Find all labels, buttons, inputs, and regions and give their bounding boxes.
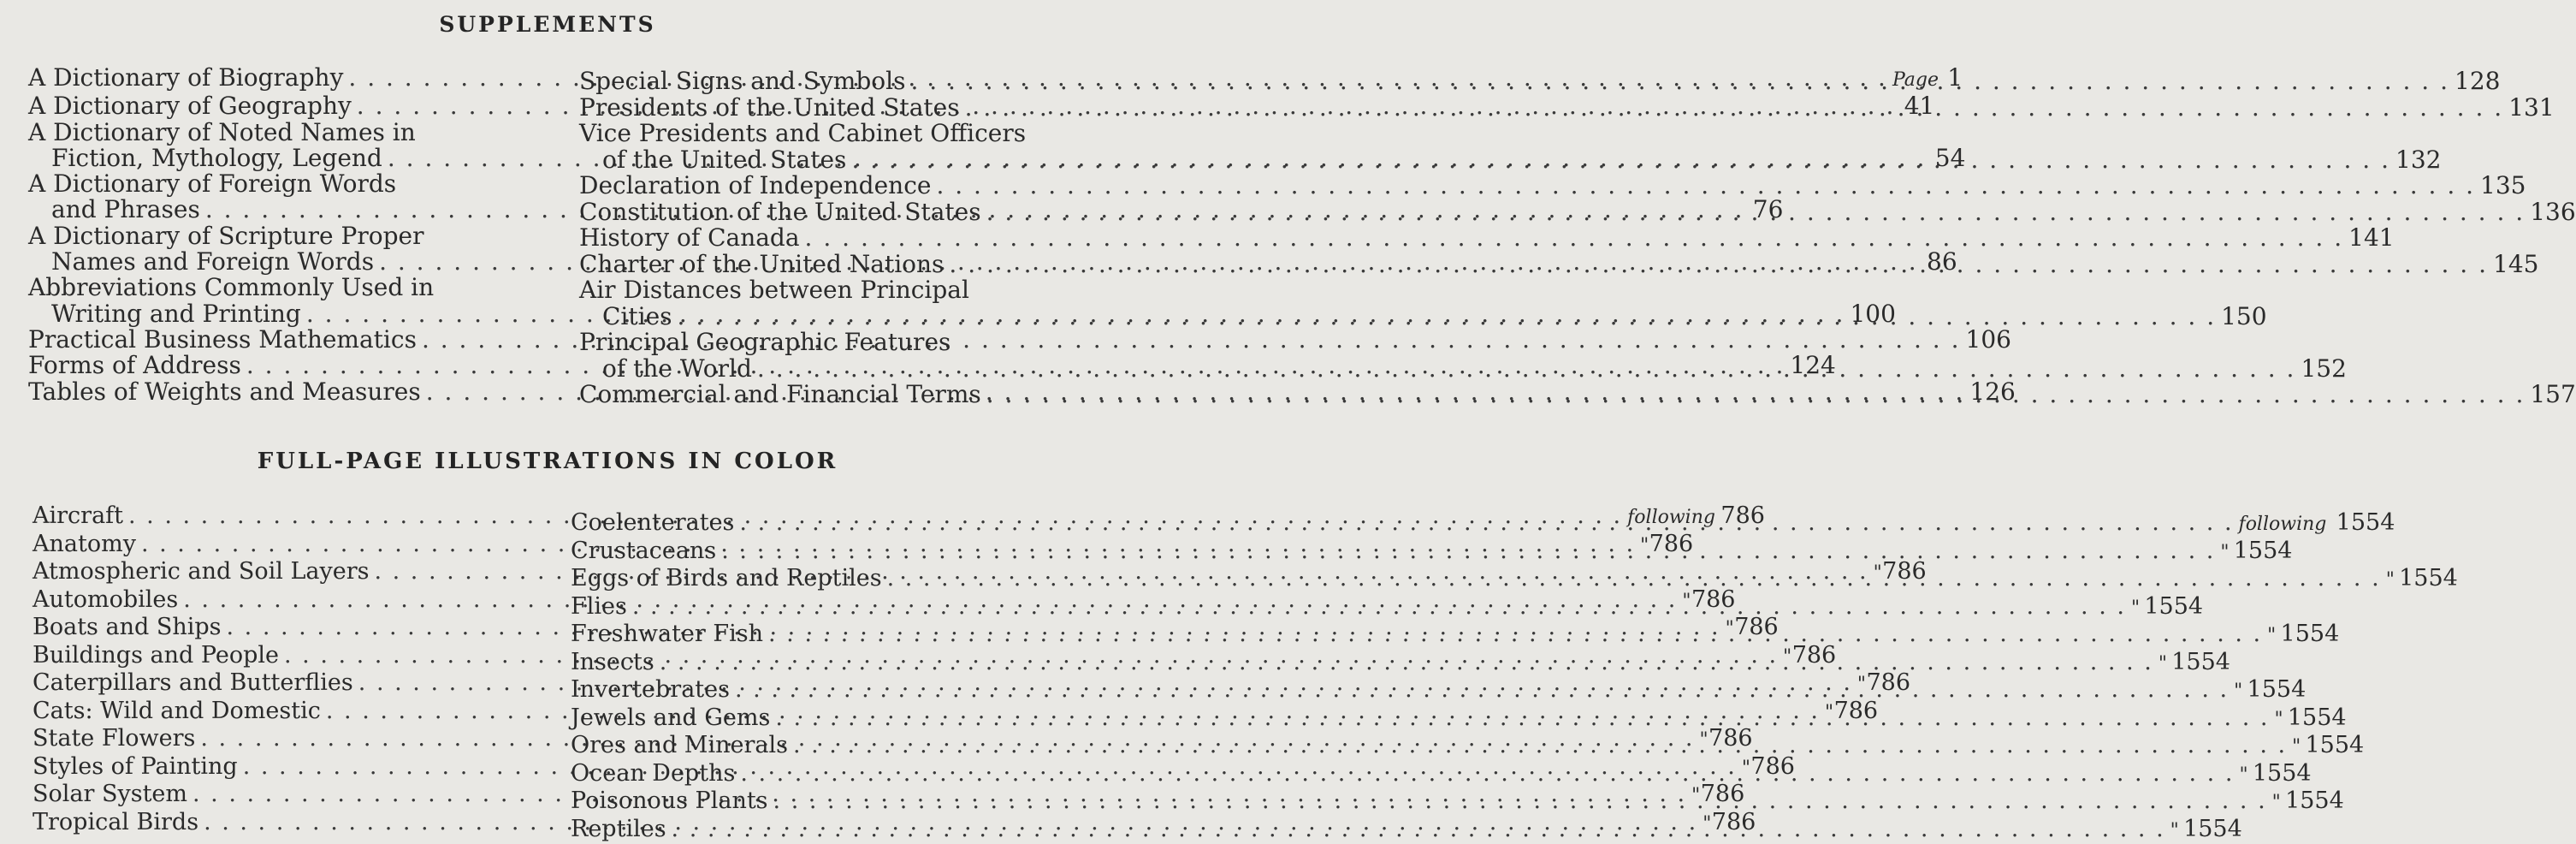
entry-title: Tables of Weights and Measures (28, 379, 421, 405)
entry-title: Poisonous Plants (571, 788, 768, 815)
entry-title: Ocean Depths (571, 761, 735, 788)
dot-leader (739, 510, 2233, 537)
toc-entry (28, 65, 536, 93)
illustration-entry (33, 559, 533, 587)
ditto-mark: " (2239, 763, 2247, 789)
toc-entry (28, 197, 536, 223)
toc-entry (579, 68, 1089, 95)
illustration-entry (33, 754, 533, 782)
entry-title: Styles of Painting (33, 754, 238, 781)
page-number: 1554 (2331, 510, 2395, 537)
page-number: 135 (2480, 173, 2514, 199)
entry-title: Jewels and Gems (571, 705, 770, 732)
page-number: 1554 (2301, 733, 2364, 759)
dot-leader (887, 566, 2381, 592)
entry-title: A Dictionary of Noted Names in (28, 120, 416, 146)
toc-entry-line (28, 120, 536, 146)
entry-title: Writing and Printing (51, 301, 301, 327)
entry-title: Charter of the United Nations (579, 252, 944, 278)
illustration-entry (571, 677, 1090, 705)
dot-leader (740, 761, 2234, 788)
entry-title: Coelenterates (571, 510, 734, 537)
toc-entry (28, 353, 536, 378)
entry-title: Tropical Birds (33, 810, 198, 836)
toc-entry (579, 95, 1089, 122)
ditto-mark: " (2292, 734, 2301, 761)
entry-title: A Dictionary of Scripture Proper (28, 223, 423, 249)
dot-leader (986, 199, 2526, 226)
toc-entry (28, 249, 536, 275)
ditto-mark: " (2272, 790, 2281, 817)
ditto-mark: " (1703, 811, 1711, 838)
page-number: 1554 (2179, 817, 2242, 843)
illustration-entry (571, 788, 1090, 817)
page-number: 54 (1931, 146, 1965, 171)
ditto-mark: " (2131, 596, 2140, 622)
dot-leader (793, 733, 2287, 759)
entry-title: Special Signs and Symbols (579, 68, 905, 95)
page-prefix: Page (1892, 68, 1939, 93)
illustration-entry (571, 817, 1090, 844)
toc-entry-line (28, 171, 536, 197)
ditto-mark: " (1783, 645, 1791, 671)
illustration-entry (33, 503, 533, 532)
page-number: 786 (1720, 503, 1765, 530)
entry-title: Cats: Wild and Domestic (33, 698, 321, 725)
page-number: 106 (1966, 327, 2000, 353)
dot-leader (805, 225, 2344, 252)
ditto-mark: " (2170, 818, 2179, 844)
entry-title: A Dictionary of Biography (28, 65, 343, 91)
toc-entry (28, 146, 536, 171)
dot-leader (775, 705, 2269, 732)
page-number: 41 (1900, 93, 1934, 119)
toc-entry (28, 327, 536, 353)
dot-leader (910, 68, 2449, 95)
toc-entry-line (28, 275, 536, 300)
page-number: 1554 (2281, 788, 2344, 815)
toc-entry (28, 301, 536, 327)
toc-entry (579, 147, 1089, 174)
entry-title: Invertebrates (571, 677, 730, 704)
illustration-entry (33, 670, 533, 698)
page-number: 786 (1866, 670, 1910, 697)
page-number: 128 (2455, 68, 2489, 95)
toc-entry-line (579, 330, 1089, 356)
ditto-mark: " (1825, 700, 1833, 727)
ditto-mark: " (1691, 783, 1700, 810)
illustration-entry (571, 761, 1090, 789)
dot-leader (949, 252, 2488, 278)
illustration-entry (33, 782, 533, 810)
toc-entry (579, 199, 1089, 226)
entry-title: Flies (571, 594, 627, 621)
page-number: 76 (1749, 197, 1783, 223)
ditto-mark: " (2267, 623, 2276, 650)
ditto-mark: " (1640, 533, 1649, 560)
dot-leader (936, 173, 2475, 199)
dot-leader (965, 95, 2504, 122)
entry-title: Automobiles (33, 587, 178, 614)
illustration-entry (33, 810, 533, 838)
entry-title: Caterpillars and Butterflies (33, 670, 353, 697)
toc-entry-line (579, 121, 1089, 147)
page-number: 1554 (2276, 621, 2339, 648)
entry-title: Fiction, Mythology, Legend (51, 146, 382, 171)
entry-title: Vice Presidents and Cabinet Officers (579, 121, 1026, 147)
illustrations-right-column (571, 510, 1090, 844)
page-number: 1554 (2395, 566, 2458, 592)
entry-title: Freshwater Fish (571, 621, 763, 648)
toc-entry (579, 382, 1089, 408)
entry-title: Forms of Address (28, 353, 241, 378)
entry-title: Air Distances between Principal (579, 277, 969, 304)
page-number: 786 (1649, 532, 1693, 558)
entry-title: Reptiles (571, 817, 666, 843)
page-number: 786 (1882, 559, 1927, 585)
page-number: 786 (1708, 726, 1753, 752)
entry-title: Presidents of the United States (579, 95, 960, 122)
illustration-entry (571, 510, 1090, 538)
entry-title: Constitution of the United States (579, 199, 981, 226)
page-number: 1554 (2229, 538, 2292, 565)
following-label: following (2239, 512, 2327, 538)
page-number: 150 (2221, 304, 2255, 330)
entry-title: Principal Geographic Features (579, 330, 950, 356)
dot-leader (773, 788, 2267, 815)
entry-title: of the United States (602, 147, 846, 174)
page-number: 1554 (2167, 650, 2230, 676)
entry-title: A Dictionary of Geography (28, 93, 352, 119)
supplements-right-column (579, 68, 1089, 408)
entry-title: Commercial and Financial Terms (579, 382, 981, 408)
illustration-entry (571, 650, 1090, 678)
illustration-entry (33, 726, 533, 754)
page-number: 786 (1833, 698, 1878, 725)
page-number: 132 (2395, 147, 2430, 174)
following-label: following (1627, 505, 1715, 532)
page-number: 136 (2530, 199, 2564, 226)
toc-entry (579, 356, 1089, 383)
supplements-left-column (28, 65, 536, 405)
entry-title: Ores and Minerals (571, 733, 788, 759)
page-number: 1554 (2242, 677, 2306, 704)
illustration-entry (571, 538, 1090, 567)
toc-entry (28, 93, 536, 119)
illustration-entry (33, 698, 533, 727)
page-number: 86 (1923, 249, 1957, 275)
entry-title: Names and Foreign Words (51, 249, 374, 275)
ditto-mark: " (2159, 651, 2167, 678)
ditto-mark: " (1742, 756, 1750, 782)
page-number: 126 (1969, 379, 2004, 405)
entry-title: Crustaceans (571, 538, 716, 565)
ditto-mark: " (2386, 568, 2395, 594)
page-number: 786 (1750, 754, 1795, 781)
illustration-entry (571, 621, 1090, 650)
ditto-mark: " (1699, 728, 1708, 754)
entry-title: Atmospheric and Soil Layers (33, 559, 369, 585)
page-number: 1 (1945, 65, 1963, 91)
page-number: 786 (1791, 643, 1836, 669)
toc-entry (579, 225, 1089, 252)
ditto-mark: " (1874, 561, 1882, 587)
dot-leader (986, 382, 2526, 408)
page-number: 786 (1734, 615, 1779, 641)
page-number: 141 (2348, 225, 2383, 252)
dot-leader (735, 677, 2229, 704)
toc-entry (28, 379, 536, 405)
entry-title: Anatomy (33, 532, 136, 558)
entry-title: of the World (602, 356, 752, 383)
ditto-mark: " (1857, 672, 1866, 698)
toc-entry (579, 252, 1089, 278)
ditto-mark: " (1682, 589, 1691, 615)
ditto-mark: " (2274, 707, 2283, 734)
ditto-mark: " (2234, 679, 2242, 705)
page-number: 157 (2530, 382, 2564, 408)
dot-leader (851, 147, 2390, 174)
entry-title: Aircraft (33, 503, 123, 530)
illustration-entry (33, 643, 533, 671)
page-number: 124 (1790, 353, 1824, 378)
page-number: 786 (1700, 782, 1744, 808)
dot-leader (757, 356, 2296, 383)
dot-leader (721, 538, 2215, 565)
entry-title: Insects (571, 650, 654, 676)
illustration-entry (571, 705, 1090, 734)
entry-title: and Phrases (51, 197, 200, 223)
entry-title: State Flowers (33, 726, 195, 752)
dot-leader (660, 650, 2153, 676)
illustration-entry (33, 532, 533, 560)
supplements-heading: SUPPLEMENTS (0, 12, 1095, 37)
entry-title: Eggs of Birds and Reptiles (571, 566, 882, 592)
illustration-entry (33, 615, 533, 643)
page-number: 1554 (2140, 594, 2203, 621)
page-number: 786 (1691, 587, 1736, 614)
page-number: 131 (2508, 95, 2543, 122)
ditto-mark: " (1726, 616, 1734, 643)
entry-title: Declaration of Independence (579, 173, 931, 199)
entry-title: Solar System (33, 782, 187, 808)
entry-title: Practical Business Mathematics (28, 327, 417, 353)
entry-title: Abbreviations Commonly Used in (28, 275, 434, 300)
toc-entry-line (579, 277, 1089, 304)
page-number: 145 (2493, 252, 2527, 278)
illustration-entry (571, 594, 1090, 622)
illustrations-left-column (33, 503, 533, 837)
page-number: 786 (1711, 810, 1756, 836)
page-number: 1554 (2283, 705, 2347, 732)
toc-entry (579, 173, 1089, 199)
page-number: 152 (2301, 356, 2335, 383)
entry-title: History of Canada (579, 225, 800, 252)
ditto-mark: " (2220, 540, 2229, 567)
entry-title: Boats and Ships (33, 615, 222, 641)
illustrations-heading: FULL-PAGE ILLUSTRATIONS IN COLOR (0, 449, 1095, 474)
entry-title: Cities (602, 304, 672, 330)
illustration-entry (571, 733, 1090, 761)
dot-leader (672, 817, 2165, 843)
toc-entry-line (28, 223, 536, 249)
entry-title: A Dictionary of Foreign Words (28, 171, 396, 197)
page-number: 100 (1850, 301, 1884, 327)
toc-entry (579, 304, 1089, 330)
entry-title: Buildings and People (33, 643, 279, 669)
dot-leader (768, 621, 2262, 648)
illustration-entry (571, 566, 1090, 594)
page-number: 1554 (2248, 761, 2312, 788)
illustration-entry (33, 587, 533, 615)
dot-leader (632, 594, 2126, 621)
dot-leader (678, 304, 2217, 330)
